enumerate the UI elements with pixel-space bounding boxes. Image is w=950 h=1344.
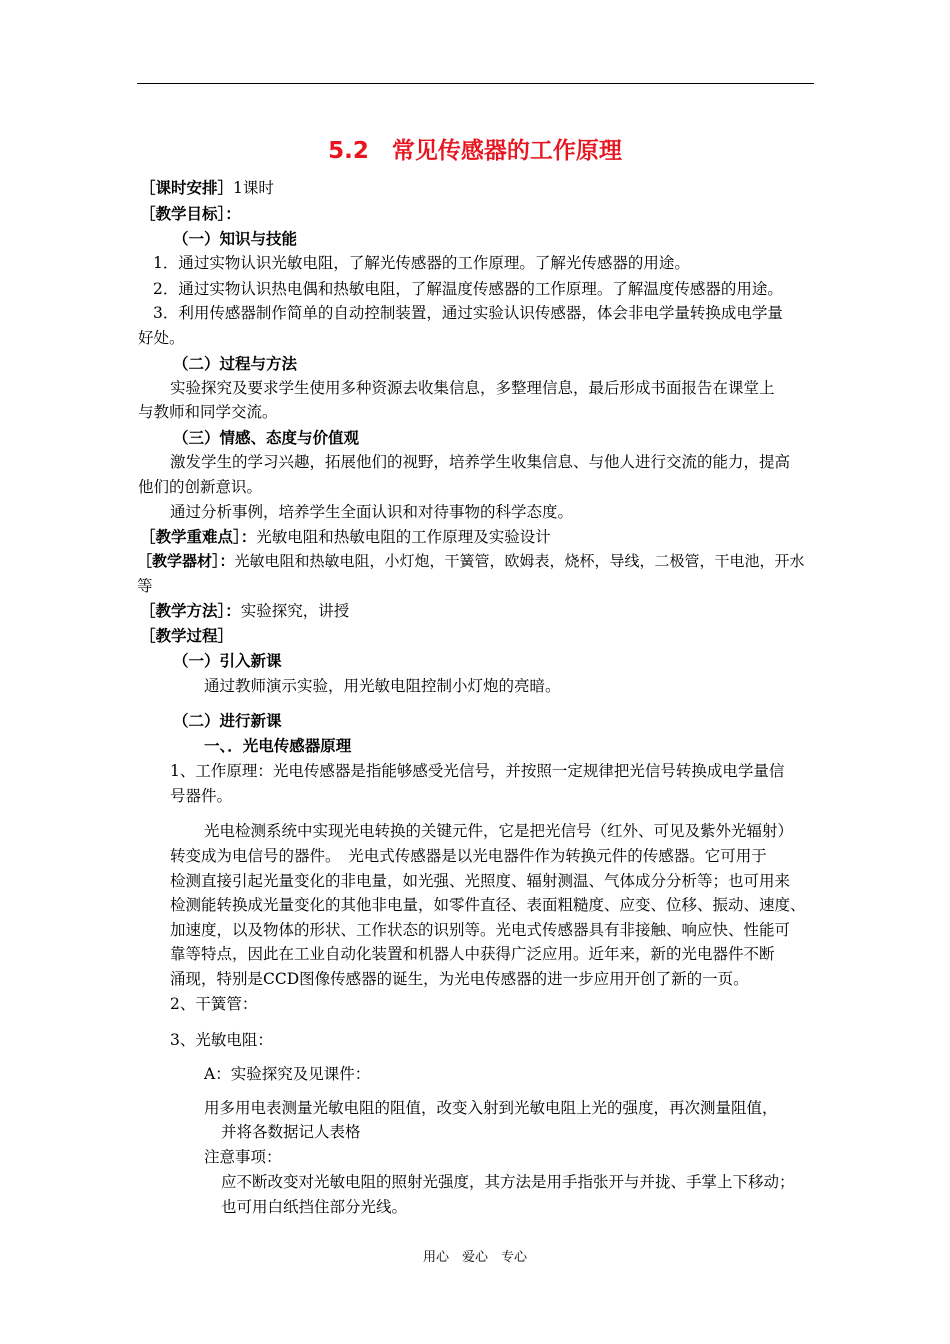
measure-line: 并将各数据记人表格 bbox=[221, 1123, 361, 1141]
section3-line: 激发学生的学习兴趣，拓展他们的视野，培养学生收集信息、与他人进行交流的能力，提高 bbox=[170, 453, 791, 471]
objectives-label: ［教学目标］： bbox=[140, 204, 241, 223]
methods-row bbox=[140, 601, 349, 621]
section1-item: 好处。 bbox=[138, 329, 185, 347]
item3-heading: 3、光敏电阻： bbox=[170, 1031, 273, 1049]
paragraph-line: 靠等特点，因此在工业自动化装置和机器人中获得广泛应用。近年来，新的光电器件不断 bbox=[170, 945, 775, 963]
materials-value-cont: 等 bbox=[137, 577, 153, 595]
section2-heading: （二）过程与方法 bbox=[173, 354, 298, 373]
principle-line: 号器件。 bbox=[170, 787, 233, 805]
methods-label: ［教学方法］： bbox=[140, 601, 241, 620]
section1-heading: （一）知识与技能 bbox=[173, 229, 298, 248]
lesson-hours-label: ［课时安排］ bbox=[140, 178, 234, 197]
paragraph-line: 光电检测系统中实现光电转换的关键元件，它是把光信号（红外、可见及紫外光辐射） bbox=[204, 822, 794, 840]
lesson-hours-row bbox=[140, 178, 274, 198]
materials-row bbox=[137, 551, 805, 571]
item3-a: A：实验探究及见课件： bbox=[204, 1065, 371, 1083]
intro-heading: （一）引入新课 bbox=[173, 651, 282, 670]
section1-item: 3．利用传感器制作简单的自动控制装置，通过实验认识传感器，体会非电学量转换成电学量 bbox=[153, 304, 783, 322]
process-label: ［教学过程］ bbox=[140, 626, 234, 645]
key-points-value: 光敏电阻和热敏电阻的工作原理及实验设计 bbox=[256, 528, 551, 546]
header-rule bbox=[137, 83, 814, 84]
measure-line: 用多用电表测量光敏电阻的阻值，改变入射到光敏电阻上光的强度，再次测量阻值， bbox=[204, 1099, 778, 1117]
section2-line: 与教师和同学交流。 bbox=[138, 403, 278, 421]
paragraph-line: 涌现，特别是CCD图像传感器的诞生，为光电传感器的进一步应用开创了新的一页。 bbox=[170, 970, 749, 988]
paragraph-line: 检测能转换成光量变化的其他非电量，如零件直径、表面粗糙度、应变、位移、振动、速度、 bbox=[170, 896, 806, 914]
section2-line: 实验探究及要求学生使用多种资源去收集信息，多整理信息，最后形成书面报告在课堂上 bbox=[170, 379, 775, 397]
paragraph-line: 转变成为电信号的器件。 光电式传感器是以光电器件作为转换元件的传感器。它可用于 bbox=[170, 847, 767, 865]
new-lesson-heading: （二）进行新课 bbox=[173, 711, 282, 730]
principle-heading: 一、．光电传感器原理 bbox=[204, 736, 352, 755]
item2-heading: 2、干簧管： bbox=[170, 995, 258, 1013]
notes-line: 应不断改变对光敏电阻的照射光强度，其方法是用手指张开与并拢、手掌上下移动； bbox=[221, 1173, 795, 1191]
notes-line: 也可用白纸挡住部分光线。 bbox=[221, 1198, 408, 1216]
lesson-hours-value: 1课时 bbox=[233, 179, 274, 197]
key-points-row bbox=[140, 527, 551, 547]
paragraph-line: 加速度，以及物体的形状、工作状态的识别等。光电式传感器具有非接触、响应快、性能可 bbox=[170, 921, 791, 939]
section3-heading: （三）情感、态度与价值观 bbox=[173, 428, 360, 447]
page-footer: 用心 爱心 专心 bbox=[422, 1250, 527, 1265]
key-points-label: ［教学重难点］： bbox=[140, 527, 257, 546]
section3-line: 通过分析事例，培养学生全面认识和对待事物的科学态度。 bbox=[170, 503, 574, 521]
materials-value: 光敏电阻和热敏电阻，小灯炮，干簧管，欧姆表，烧杯，导线，二极管，干电池，开水 bbox=[234, 552, 805, 570]
paragraph-line: 检测直接引起光量变化的非电量，如光强、光照度、辐射测温、气体成分分析等；也可用来 bbox=[170, 872, 791, 890]
section3-line: 他们的创新意识。 bbox=[138, 478, 263, 496]
materials-label: ［教学器材］： bbox=[137, 552, 235, 570]
principle-line: 1、工作原理：光电传感器是指能够感受光信号，并按照一定规律把光信号转换成电学量信 bbox=[170, 762, 785, 780]
section1-item: 2．通过实物认识热电偶和热敏电阻，了解温度传感器的工作原理。了解温度传感器的用途。 bbox=[153, 280, 783, 298]
section1-item: 1．通过实物认识光敏电阻，了解光传感器的工作原理。了解光传感器的用途。 bbox=[153, 254, 690, 272]
notes-label: 注意事项： bbox=[204, 1148, 282, 1166]
page-title: 5.2 常见传感器的工作原理 bbox=[328, 138, 622, 164]
methods-value: 实验探究，讲授 bbox=[240, 602, 350, 620]
intro-text: 通过教师演示实验，用光敏电阻控制小灯炮的亮暗。 bbox=[204, 677, 561, 695]
